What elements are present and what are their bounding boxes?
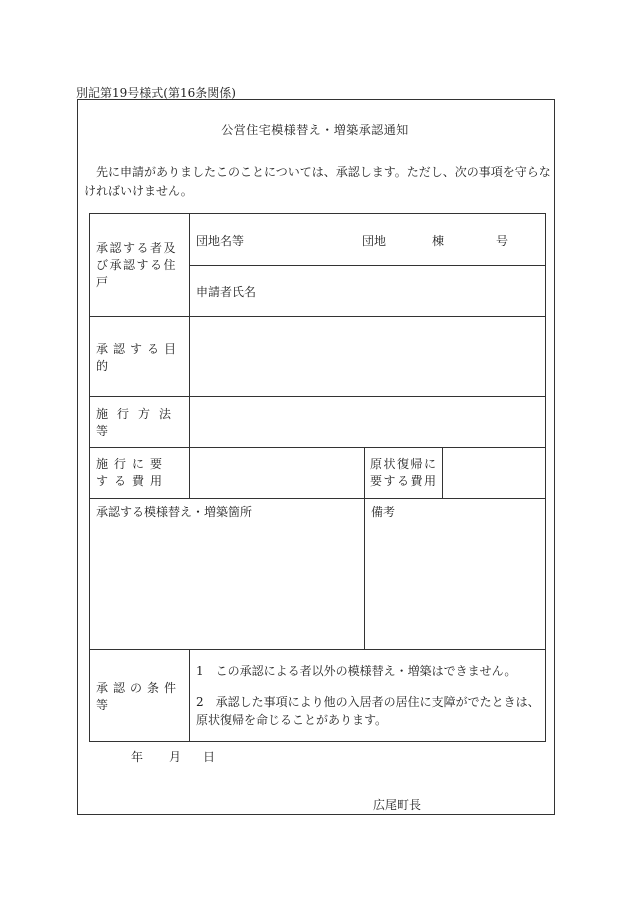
applicant-cell: [190, 266, 546, 317]
danchi-cell: [190, 214, 546, 266]
remarks-label: 備考: [371, 505, 396, 519]
address-label-cell: [90, 214, 190, 317]
purpose-label-cell: [90, 317, 190, 397]
issuer: 広尾町長: [373, 798, 422, 812]
building-unit-label: 棟: [432, 234, 445, 248]
purpose-value: [190, 317, 546, 397]
location-cell: [90, 499, 365, 650]
conditions-cell: [190, 650, 546, 742]
location-label: 承認する模様替え・増築箇所: [96, 505, 253, 519]
number-unit-label: 号: [496, 234, 509, 248]
restore-cost-label: 原状復帰に要する費用: [370, 457, 438, 488]
intro-text: 先に申請がありましたこのことについては、承認します。ただし、次の事項を守らなければいけません。: [84, 165, 551, 198]
restore-cost-value: [443, 448, 546, 499]
form-reference: 別記第19号様式(第16条関係): [76, 86, 236, 100]
date-month: 月: [169, 750, 182, 764]
applicant-name-label: 申請者氏名: [196, 284, 257, 299]
method-label: 施行方法等: [96, 407, 181, 438]
method-value: [190, 397, 546, 448]
approval-table: [89, 213, 546, 742]
condition-2: 2 承認した事項により他の入居者の居住に支障がでたときは、原状復帰を命じることがあります。: [196, 695, 540, 727]
danchi-name-label: 団地名等: [196, 234, 245, 248]
remarks-cell: [365, 499, 546, 650]
date-day: 日: [203, 750, 216, 764]
method-label-cell: [90, 397, 190, 448]
restore-cost-label-cell: [365, 448, 443, 499]
cost-label: 施行に要する費用: [96, 457, 169, 488]
cost-value: [190, 448, 365, 499]
date-year: 年: [131, 750, 144, 764]
danchi-unit-label: 団地: [362, 234, 387, 248]
conditions-label: 承認の条件等: [96, 680, 182, 712]
conditions-label-cell: [90, 650, 190, 742]
condition-1: 1 この承認による者以外の模様替え・増築はできません。: [196, 664, 517, 678]
purpose-label: 承認する目的: [96, 341, 182, 373]
cost-label-cell: [90, 448, 190, 499]
address-label: 承認する者及び承認する住戸: [96, 240, 178, 289]
document-title: 公営住宅模様替え・増築承認通知: [221, 123, 409, 137]
